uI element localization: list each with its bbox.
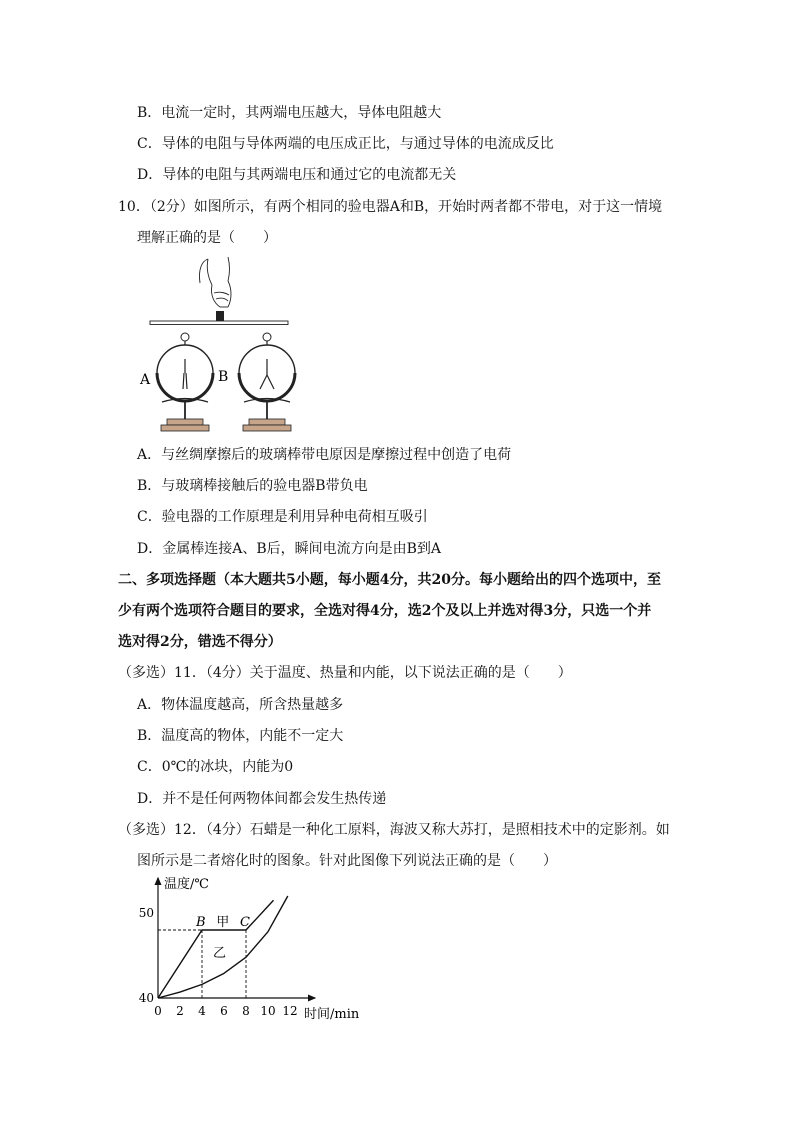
point-b-label: B bbox=[196, 915, 206, 930]
q10-option-a: A．与丝绸摩擦后的玻璃棒带电原因是摩擦过程中创造了电荷 bbox=[137, 447, 512, 463]
x-axis-label: 时间/min bbox=[304, 1007, 360, 1022]
q11-option-d: D．并不是任何两物体间都会发生热传递 bbox=[137, 791, 387, 807]
label-a: A bbox=[140, 372, 151, 388]
section2-heading-line-3: 选对得2分，错选不得分） bbox=[118, 634, 282, 650]
x-tick-label-3: 6 bbox=[220, 1004, 228, 1018]
q11-option-c: C．0℃的冰块，内能为0 bbox=[137, 759, 294, 775]
y-tick-label-0: 40 bbox=[138, 991, 154, 1005]
x-tick-label-2: 4 bbox=[198, 1004, 206, 1018]
electroscope-b bbox=[239, 333, 295, 431]
x-tick-label-0: 0 bbox=[154, 1004, 162, 1018]
rod-end bbox=[216, 311, 224, 321]
hand-illustration bbox=[199, 257, 231, 307]
q9-option-c: C．导体的电阻与导体两端的电压成正比，与通过导体的电流成反比 bbox=[137, 136, 554, 152]
section2-heading-line-1: 二、多项选择题（本大题共5小题，每小题4分，共20分。每小题给出的四个选项中，至 bbox=[118, 572, 661, 588]
x-tick-label-1: 2 bbox=[176, 1004, 184, 1018]
label-b: B bbox=[218, 369, 229, 385]
q10-option-d: D．金属棒连接A、B后，瞬间电流方向是由B到A bbox=[137, 541, 442, 557]
q11-option-a: A．物体温度越高，所含热量越多 bbox=[137, 697, 344, 713]
q11-option-b: B．温度高的物体，内能不一定大 bbox=[137, 728, 344, 744]
q9-option-d: D．导体的电阻与其两端电压和通过它的电流都无关 bbox=[137, 167, 457, 183]
q11-stem: （多选）11．（4分）关于温度、热量和内能，以下说法正确的是（ ） bbox=[118, 665, 572, 681]
x-tick-label-6: 12 bbox=[282, 1004, 298, 1018]
electroscope-a bbox=[157, 333, 213, 431]
electroscope-figure bbox=[138, 255, 298, 435]
q9-option-b: B．电流一定时，其两端电压越大，导体电阻越大 bbox=[137, 105, 442, 121]
y-axis-label: 温度/℃ bbox=[164, 877, 209, 892]
section2-heading-line-2: 少有两个选项符合题目的要求，全选对得4分，选2个及以上并选对得3分，只选一个并 bbox=[118, 603, 652, 619]
q10-stem-line-1: 10．（2分）如图所示，有两个相同的验电器A和B，开始时两者都不带电，对于这一情境 bbox=[118, 199, 663, 215]
series-jia-label: 甲 bbox=[216, 915, 230, 930]
q10-option-c: C．验电器的工作原理是利用异种电荷相互吸引 bbox=[137, 509, 428, 525]
q10-stem-line-2: 理解正确的是（ ） bbox=[137, 230, 277, 246]
x-tick-label-5: 10 bbox=[260, 1004, 276, 1018]
point-c-label: C bbox=[240, 915, 250, 930]
q12-stem-line-2: 图所示是二者熔化时的图象。针对此图像下列说法正确的是（ ） bbox=[137, 853, 557, 869]
y-tick-label-1: 50 bbox=[138, 906, 154, 920]
metal-rod bbox=[150, 321, 288, 325]
q10-option-b: B．与玻璃棒接触后的验电器B带负电 bbox=[137, 478, 368, 494]
series-yi-label: 乙 bbox=[213, 946, 227, 962]
melting-curve-chart bbox=[130, 872, 370, 1022]
q12-stem-line-1: （多选）12．（4分）石蜡是一种化工原料，海波又称大苏打，是照相技术中的定影剂。如 bbox=[118, 822, 670, 838]
x-tick-label-4: 8 bbox=[242, 1004, 250, 1018]
